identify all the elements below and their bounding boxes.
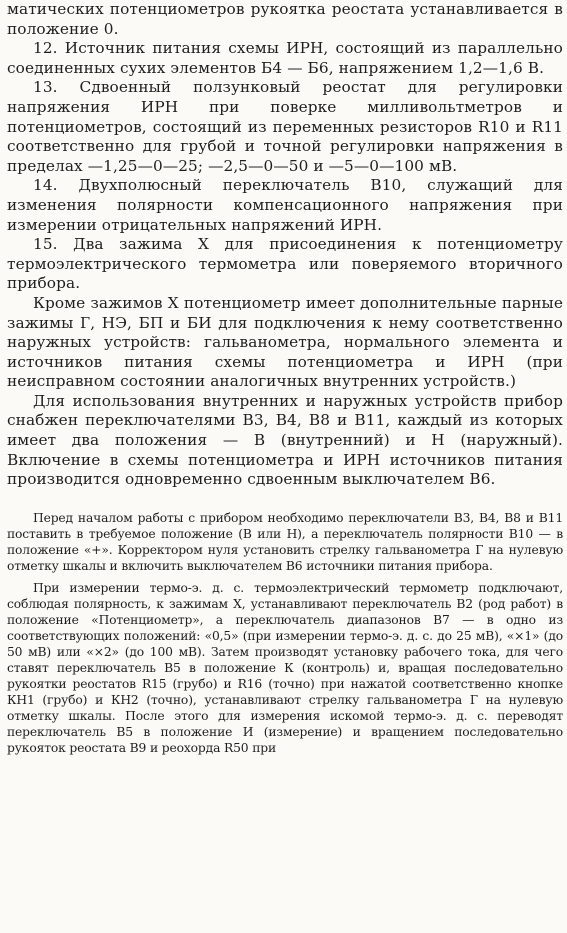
paragraph-terminals: Кроме зажимов X потенциометр имеет дополнительные парные зажимы Г, НЭ, БП и БИ для подключения к нему соответственно наружных устройств: гальванометра, нормального элемента и источников питания схемы потенциометра и ИРН (при неисправном состоянии аналогичных внутренних устройств.) [7, 293, 563, 391]
list-item-12: 12. Источник питания схемы ИРН, состоящий из параллельно соединенных сухих элементов Б4 — Б6, напряжением 1,2—1,6 В. [7, 39, 563, 77]
list-item-13: 13. Сдвоенный ползунковый реостат для регулировки напряжения ИРН при поверке милливольтметров и потенциометров, состоящий из переменных резисторов R10 и R11 соответственно для грубой и точной регулировки напряжения в пределах —1,25—0—25; —2,5—0—50 и —5—0—100 мВ. [7, 78, 563, 175]
list-item-14: 14. Двухполюсный переключатель В10, служащий для изменения полярности компенсационного напряжения при измерении отрицательных напряжений ИРН. [7, 176, 563, 234]
list-item-15: 15. Два зажима X для присоединения к потенциометру термоэлектрического термометра или поверяемого вторичного прибора. [7, 235, 563, 293]
paragraph-preparation: Перед началом работы с прибором необходимо переключатели В3, В4, В8 и В11 поставить в требуемое положение (В или Н), а переключатель полярности В10 — в положение «+». Корректором нуля установить стрелку гальванометра Г на нулевую отметку шкалы и включить выключателем В6 источники питания прибора. [7, 510, 563, 573]
paragraph-measurement: При измерении термо-э. д. с. термоэлектрический термометр подключают, соблюдая полярность, к зажимам X, устанавливают переключатель В2 (род работ) в положение «Потенциометр», а переключатель диапазонов В7 — в одно из соответствующих положений: «0,5» (при измерении термо-э. д. с. до 25 мВ), «×1» (до 50 мВ) или «×2» (до 100 мВ). Затем производят установку рабочего тока, для чего ставят переключатель В5 в положение К (контроль) и, вращая последовательно рукоятки реостатов R15 (грубо) и R16 (точно) при нажатой соответственно кнопке КН1 (грубо) и КН2 (точно), устанавливают стрелку гальванометра Г на нулевую отметку шкалы. После этого для измерения искомой термо-э. д. с. переводят переключатель В5 в положение И (измерение) и вращением последовательно рукояток реостата В9 и реохорда R50 при [7, 580, 563, 755]
paragraph-switches: Для использования внутренних и наружных устройств прибор снабжен переключателями В3, В4, В8 и В11, каждый из которых имеет два положения — В (внутренний) и Н (наружный). Включение в схемы потенциометра и ИРН источников питания производится одновременно сдвоенным выключателем В6. [7, 391, 563, 489]
paragraph-continuation: матических потенциометров рукоятка реостата устанавливается в положение 0. [7, 0, 563, 38]
main-text-section [7, 0, 563, 490]
procedure-section [7, 510, 563, 756]
